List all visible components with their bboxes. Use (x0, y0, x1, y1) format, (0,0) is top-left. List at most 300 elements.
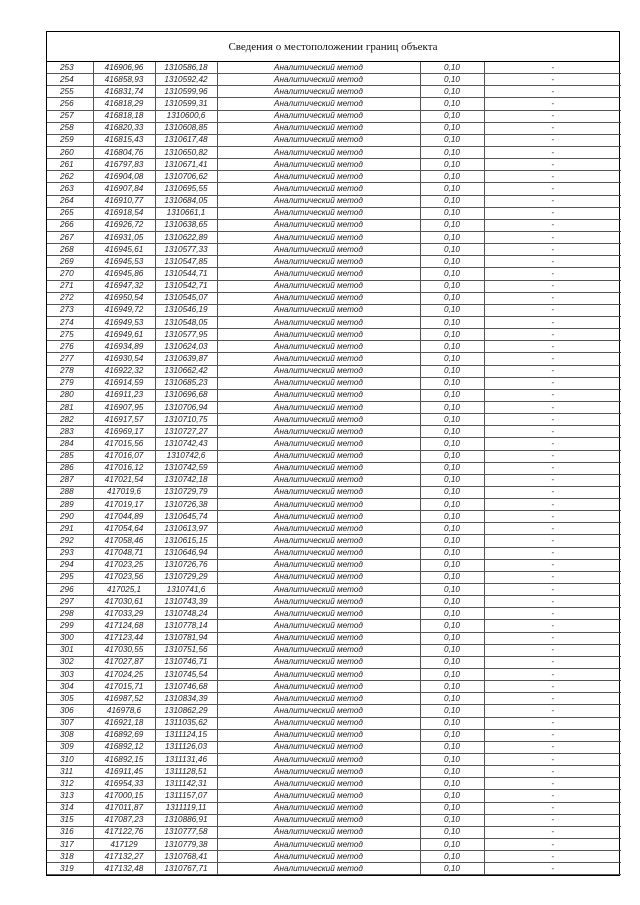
method-cell: Аналитический метод (217, 778, 420, 790)
table-row (47, 559, 621, 571)
y-coordinate-cell: 1310542,71 (155, 280, 217, 292)
x-coordinate-cell: 416892,69 (93, 729, 155, 741)
method-cell: Аналитический метод (217, 571, 420, 583)
x-coordinate-cell: 416804,76 (93, 146, 155, 158)
y-coordinate-cell: 1310547,85 (155, 256, 217, 268)
accuracy-cell: 0,10 (420, 608, 484, 620)
method-cell: Аналитический метод (217, 620, 420, 632)
accuracy-cell: 0,10 (420, 547, 484, 559)
x-coordinate-cell: 417087,23 (93, 814, 155, 826)
table-row (47, 438, 621, 450)
table-row (47, 499, 621, 511)
table-row (47, 717, 621, 729)
table-row (47, 329, 621, 341)
point-number-cell: 305 (47, 693, 93, 705)
accuracy-cell: 0,10 (420, 401, 484, 413)
x-coordinate-cell: 417015,56 (93, 438, 155, 450)
method-cell: Аналитический метод (217, 86, 420, 98)
method-cell: Аналитический метод (217, 499, 420, 511)
method-cell: Аналитический метод (217, 511, 420, 523)
y-coordinate-cell: 1310710,75 (155, 414, 217, 426)
y-coordinate-cell: 1310599,96 (155, 86, 217, 98)
y-coordinate-cell: 1310600,6 (155, 110, 217, 122)
method-cell: Аналитический метод (217, 438, 420, 450)
table-row (47, 256, 621, 268)
y-coordinate-cell: 1310706,62 (155, 171, 217, 183)
accuracy-cell: 0,10 (420, 171, 484, 183)
table-row (47, 741, 621, 753)
remark-cell: - (484, 620, 621, 632)
x-coordinate-cell: 417124,68 (93, 620, 155, 632)
y-coordinate-cell: 1310608,85 (155, 122, 217, 134)
method-cell: Аналитический метод (217, 183, 420, 195)
point-number-cell: 317 (47, 839, 93, 851)
table-row (47, 814, 621, 826)
method-cell: Аналитический метод (217, 450, 420, 462)
remark-cell: - (484, 790, 621, 802)
method-cell: Аналитический метод (217, 389, 420, 401)
method-cell: Аналитический метод (217, 280, 420, 292)
table-row (47, 98, 621, 110)
table-row (47, 863, 621, 875)
x-coordinate-cell: 417044,89 (93, 511, 155, 523)
remark-cell: - (484, 134, 621, 146)
accuracy-cell: 0,10 (420, 681, 484, 693)
point-number-cell: 316 (47, 826, 93, 838)
x-coordinate-cell: 417016,07 (93, 450, 155, 462)
remark-cell: - (484, 474, 621, 486)
remark-cell: - (484, 280, 621, 292)
y-coordinate-cell: 1310746,68 (155, 681, 217, 693)
method-cell: Аналитический метод (217, 486, 420, 498)
remark-cell: - (484, 729, 621, 741)
x-coordinate-cell: 416907,84 (93, 183, 155, 195)
accuracy-cell: 0,10 (420, 377, 484, 389)
remark-cell: - (484, 559, 621, 571)
table-row (47, 656, 621, 668)
method-cell: Аналитический метод (217, 669, 420, 681)
x-coordinate-cell: 417023,25 (93, 559, 155, 571)
y-coordinate-cell: 1311124,15 (155, 729, 217, 741)
remark-cell: - (484, 365, 621, 377)
method-cell: Аналитический метод (217, 656, 420, 668)
x-coordinate-cell: 416945,53 (93, 256, 155, 268)
y-coordinate-cell: 1311131,46 (155, 754, 217, 766)
y-coordinate-cell: 1311142,31 (155, 778, 217, 790)
accuracy-cell: 0,10 (420, 656, 484, 668)
table-row (47, 316, 621, 328)
x-coordinate-cell: 416892,12 (93, 741, 155, 753)
accuracy-cell: 0,10 (420, 183, 484, 195)
x-coordinate-cell: 417058,46 (93, 535, 155, 547)
accuracy-cell: 0,10 (420, 414, 484, 426)
table-row (47, 851, 621, 863)
remark-cell: - (484, 450, 621, 462)
x-coordinate-cell: 416914,59 (93, 377, 155, 389)
method-cell: Аналитический метод (217, 110, 420, 122)
y-coordinate-cell: 1310726,76 (155, 559, 217, 571)
point-number-cell: 291 (47, 523, 93, 535)
table-row (47, 292, 621, 304)
y-coordinate-cell: 1310768,41 (155, 851, 217, 863)
point-number-cell: 319 (47, 863, 93, 875)
x-coordinate-cell: 417132,27 (93, 851, 155, 863)
point-number-cell: 293 (47, 547, 93, 559)
y-coordinate-cell: 1310751,56 (155, 644, 217, 656)
x-coordinate-cell: 417021,54 (93, 474, 155, 486)
table-row (47, 159, 621, 171)
method-cell: Аналитический метод (217, 329, 420, 341)
y-coordinate-cell: 1310646,94 (155, 547, 217, 559)
x-coordinate-cell: 416949,53 (93, 316, 155, 328)
point-number-cell: 273 (47, 304, 93, 316)
accuracy-cell: 0,10 (420, 292, 484, 304)
x-coordinate-cell: 417054,64 (93, 523, 155, 535)
point-number-cell: 314 (47, 802, 93, 814)
remark-cell: - (484, 644, 621, 656)
point-number-cell: 315 (47, 814, 93, 826)
table-row (47, 729, 621, 741)
remark-cell: - (484, 741, 621, 753)
accuracy-cell: 0,10 (420, 159, 484, 171)
x-coordinate-cell: 416910,77 (93, 195, 155, 207)
remark-cell: - (484, 814, 621, 826)
point-number-cell: 283 (47, 426, 93, 438)
x-coordinate-cell: 416950,54 (93, 292, 155, 304)
x-coordinate-cell: 417123,44 (93, 632, 155, 644)
remark-cell: - (484, 681, 621, 693)
method-cell: Аналитический метод (217, 195, 420, 207)
accuracy-cell: 0,10 (420, 86, 484, 98)
point-number-cell: 297 (47, 596, 93, 608)
remark-cell: - (484, 584, 621, 596)
table-row (47, 195, 621, 207)
x-coordinate-cell: 416918,54 (93, 207, 155, 219)
accuracy-cell: 0,10 (420, 669, 484, 681)
point-number-cell: 308 (47, 729, 93, 741)
x-coordinate-cell: 416954,33 (93, 778, 155, 790)
table-row (47, 122, 621, 134)
method-cell: Аналитический метод (217, 693, 420, 705)
table-row (47, 244, 621, 256)
x-coordinate-cell: 416911,23 (93, 389, 155, 401)
y-coordinate-cell: 1310767,71 (155, 863, 217, 875)
table-row (47, 790, 621, 802)
remark-cell: - (484, 231, 621, 243)
remark-cell: - (484, 523, 621, 535)
accuracy-cell: 0,10 (420, 146, 484, 158)
remark-cell: - (484, 705, 621, 717)
remark-cell: - (484, 535, 621, 547)
remark-cell: - (484, 389, 621, 401)
x-coordinate-cell: 417122,76 (93, 826, 155, 838)
method-cell: Аналитический метод (217, 741, 420, 753)
method-cell: Аналитический метод (217, 523, 420, 535)
method-cell: Аналитический метод (217, 244, 420, 256)
y-coordinate-cell: 1310777,58 (155, 826, 217, 838)
x-coordinate-cell: 416921,18 (93, 717, 155, 729)
method-cell: Аналитический метод (217, 608, 420, 620)
method-cell: Аналитический метод (217, 535, 420, 547)
x-coordinate-cell: 417030,55 (93, 644, 155, 656)
y-coordinate-cell: 1310742,59 (155, 462, 217, 474)
y-coordinate-cell: 1310577,33 (155, 244, 217, 256)
point-number-cell: 292 (47, 535, 93, 547)
point-number-cell: 290 (47, 511, 93, 523)
method-cell: Аналитический метод (217, 559, 420, 571)
remark-cell: - (484, 219, 621, 231)
accuracy-cell: 0,10 (420, 535, 484, 547)
point-number-cell: 255 (47, 86, 93, 98)
method-cell: Аналитический метод (217, 231, 420, 243)
point-number-cell: 276 (47, 341, 93, 353)
remark-cell: - (484, 159, 621, 171)
accuracy-cell: 0,10 (420, 438, 484, 450)
table-row (47, 183, 621, 195)
table-row (47, 596, 621, 608)
method-cell: Аналитический метод (217, 596, 420, 608)
y-coordinate-cell: 1310545,07 (155, 292, 217, 304)
accuracy-cell: 0,10 (420, 122, 484, 134)
remark-cell: - (484, 802, 621, 814)
point-number-cell: 266 (47, 219, 93, 231)
method-cell: Аналитический метод (217, 377, 420, 389)
x-coordinate-cell: 416978,6 (93, 705, 155, 717)
y-coordinate-cell: 1310599,31 (155, 98, 217, 110)
point-number-cell: 257 (47, 110, 93, 122)
accuracy-cell: 0,10 (420, 341, 484, 353)
table-row (47, 778, 621, 790)
remark-cell: - (484, 244, 621, 256)
accuracy-cell: 0,10 (420, 316, 484, 328)
y-coordinate-cell: 1310696,68 (155, 389, 217, 401)
table-row (47, 341, 621, 353)
y-coordinate-cell: 1310729,79 (155, 486, 217, 498)
y-coordinate-cell: 1310746,71 (155, 656, 217, 668)
point-number-cell: 258 (47, 122, 93, 134)
y-coordinate-cell: 1310729,29 (155, 571, 217, 583)
accuracy-cell: 0,10 (420, 632, 484, 644)
x-coordinate-cell: 417011,87 (93, 802, 155, 814)
y-coordinate-cell: 1310779,38 (155, 839, 217, 851)
y-coordinate-cell: 1310706,94 (155, 401, 217, 413)
table-body (47, 62, 621, 875)
method-cell: Аналитический метод (217, 207, 420, 219)
table-row (47, 134, 621, 146)
point-number-cell: 310 (47, 754, 93, 766)
method-cell: Аналитический метод (217, 171, 420, 183)
method-cell: Аналитический метод (217, 268, 420, 280)
y-coordinate-cell: 1310546,19 (155, 304, 217, 316)
method-cell: Аналитический метод (217, 462, 420, 474)
remark-cell: - (484, 304, 621, 316)
point-number-cell: 295 (47, 571, 93, 583)
remark-cell: - (484, 268, 621, 280)
table-row (47, 547, 621, 559)
accuracy-cell: 0,10 (420, 596, 484, 608)
accuracy-cell: 0,10 (420, 207, 484, 219)
table-row (47, 523, 621, 535)
table-row (47, 474, 621, 486)
x-coordinate-cell: 417030,61 (93, 596, 155, 608)
method-cell: Аналитический метод (217, 341, 420, 353)
table-row (47, 280, 621, 292)
y-coordinate-cell: 1310548,05 (155, 316, 217, 328)
point-number-cell: 270 (47, 268, 93, 280)
x-coordinate-cell: 416907,95 (93, 401, 155, 413)
y-coordinate-cell: 1310742,43 (155, 438, 217, 450)
table-row (47, 110, 621, 122)
x-coordinate-cell: 416926,72 (93, 219, 155, 231)
method-cell: Аналитический метод (217, 304, 420, 316)
x-coordinate-cell: 416858,93 (93, 74, 155, 86)
table-row (47, 377, 621, 389)
table-row (47, 620, 621, 632)
method-cell: Аналитический метод (217, 644, 420, 656)
table-row (47, 207, 621, 219)
method-cell: Аналитический метод (217, 256, 420, 268)
table-row (47, 705, 621, 717)
y-coordinate-cell: 1310650,82 (155, 146, 217, 158)
accuracy-cell: 0,10 (420, 62, 484, 74)
accuracy-cell: 0,10 (420, 219, 484, 231)
y-coordinate-cell: 1311119,11 (155, 802, 217, 814)
remark-cell: - (484, 596, 621, 608)
table-row (47, 608, 621, 620)
table-row (47, 146, 621, 158)
accuracy-cell: 0,10 (420, 644, 484, 656)
y-coordinate-cell: 1311035,62 (155, 717, 217, 729)
x-coordinate-cell: 416931,05 (93, 231, 155, 243)
accuracy-cell: 0,10 (420, 98, 484, 110)
table-row (47, 644, 621, 656)
remark-cell: - (484, 171, 621, 183)
y-coordinate-cell: 1310671,41 (155, 159, 217, 171)
x-coordinate-cell: 416815,43 (93, 134, 155, 146)
method-cell: Аналитический метод (217, 401, 420, 413)
x-coordinate-cell: 417000,15 (93, 790, 155, 802)
point-number-cell: 282 (47, 414, 93, 426)
accuracy-cell: 0,10 (420, 826, 484, 838)
table-row (47, 511, 621, 523)
x-coordinate-cell: 417132,48 (93, 863, 155, 875)
table-row (47, 365, 621, 377)
remark-cell: - (484, 426, 621, 438)
x-coordinate-cell: 416949,61 (93, 329, 155, 341)
remark-cell: - (484, 207, 621, 219)
point-number-cell: 279 (47, 377, 93, 389)
method-cell: Аналитический метод (217, 766, 420, 778)
x-coordinate-cell: 416797,83 (93, 159, 155, 171)
accuracy-cell: 0,10 (420, 571, 484, 583)
point-number-cell: 269 (47, 256, 93, 268)
table-row (47, 802, 621, 814)
method-cell: Аналитический метод (217, 826, 420, 838)
x-coordinate-cell: 416917,57 (93, 414, 155, 426)
table-row (47, 304, 621, 316)
point-number-cell: 289 (47, 499, 93, 511)
accuracy-cell: 0,10 (420, 74, 484, 86)
x-coordinate-cell: 417019,6 (93, 486, 155, 498)
point-number-cell: 272 (47, 292, 93, 304)
table-row (47, 450, 621, 462)
method-cell: Аналитический метод (217, 717, 420, 729)
method-cell: Аналитический метод (217, 814, 420, 826)
table-row (47, 219, 621, 231)
page-title: Сведения о местоположении границ объекта (47, 32, 619, 62)
y-coordinate-cell: 1311126,03 (155, 741, 217, 753)
point-number-cell: 271 (47, 280, 93, 292)
point-number-cell: 267 (47, 231, 93, 243)
point-number-cell: 312 (47, 778, 93, 790)
table-row (47, 826, 621, 838)
point-number-cell: 304 (47, 681, 93, 693)
y-coordinate-cell: 1311128,51 (155, 766, 217, 778)
point-number-cell: 263 (47, 183, 93, 195)
x-coordinate-cell: 416922,32 (93, 365, 155, 377)
remark-cell: - (484, 195, 621, 207)
point-number-cell: 296 (47, 584, 93, 596)
table-row (47, 462, 621, 474)
point-number-cell: 288 (47, 486, 93, 498)
remark-cell: - (484, 316, 621, 328)
y-coordinate-cell: 1310726,38 (155, 499, 217, 511)
y-coordinate-cell: 1310592,42 (155, 74, 217, 86)
point-number-cell: 299 (47, 620, 93, 632)
y-coordinate-cell: 1310622,89 (155, 231, 217, 243)
method-cell: Аналитический метод (217, 122, 420, 134)
table-row (47, 414, 621, 426)
accuracy-cell: 0,10 (420, 705, 484, 717)
point-number-cell: 298 (47, 608, 93, 620)
x-coordinate-cell: 416947,32 (93, 280, 155, 292)
remark-cell: - (484, 256, 621, 268)
accuracy-cell: 0,10 (420, 353, 484, 365)
method-cell: Аналитический метод (217, 790, 420, 802)
remark-cell: - (484, 669, 621, 681)
y-coordinate-cell: 1310544,71 (155, 268, 217, 280)
accuracy-cell: 0,10 (420, 766, 484, 778)
table-row (47, 669, 621, 681)
point-number-cell: 253 (47, 62, 93, 74)
remark-cell: - (484, 401, 621, 413)
accuracy-cell: 0,10 (420, 110, 484, 122)
y-coordinate-cell: 1310748,24 (155, 608, 217, 620)
y-coordinate-cell: 1310862,29 (155, 705, 217, 717)
remark-cell: - (484, 547, 621, 559)
x-coordinate-cell: 416949,72 (93, 304, 155, 316)
accuracy-cell: 0,10 (420, 426, 484, 438)
remark-cell: - (484, 863, 621, 875)
x-coordinate-cell: 416930,54 (93, 353, 155, 365)
remark-cell: - (484, 377, 621, 389)
accuracy-cell: 0,10 (420, 620, 484, 632)
point-number-cell: 309 (47, 741, 93, 753)
method-cell: Аналитический метод (217, 134, 420, 146)
point-number-cell: 311 (47, 766, 93, 778)
remark-cell: - (484, 632, 621, 644)
boundary-points-table (47, 62, 621, 875)
point-number-cell: 313 (47, 790, 93, 802)
x-coordinate-cell: 417023,56 (93, 571, 155, 583)
y-coordinate-cell: 1310685,23 (155, 377, 217, 389)
table-row (47, 839, 621, 851)
accuracy-cell: 0,10 (420, 851, 484, 863)
accuracy-cell: 0,10 (420, 304, 484, 316)
table-row (47, 584, 621, 596)
point-number-cell: 300 (47, 632, 93, 644)
x-coordinate-cell: 417016,12 (93, 462, 155, 474)
